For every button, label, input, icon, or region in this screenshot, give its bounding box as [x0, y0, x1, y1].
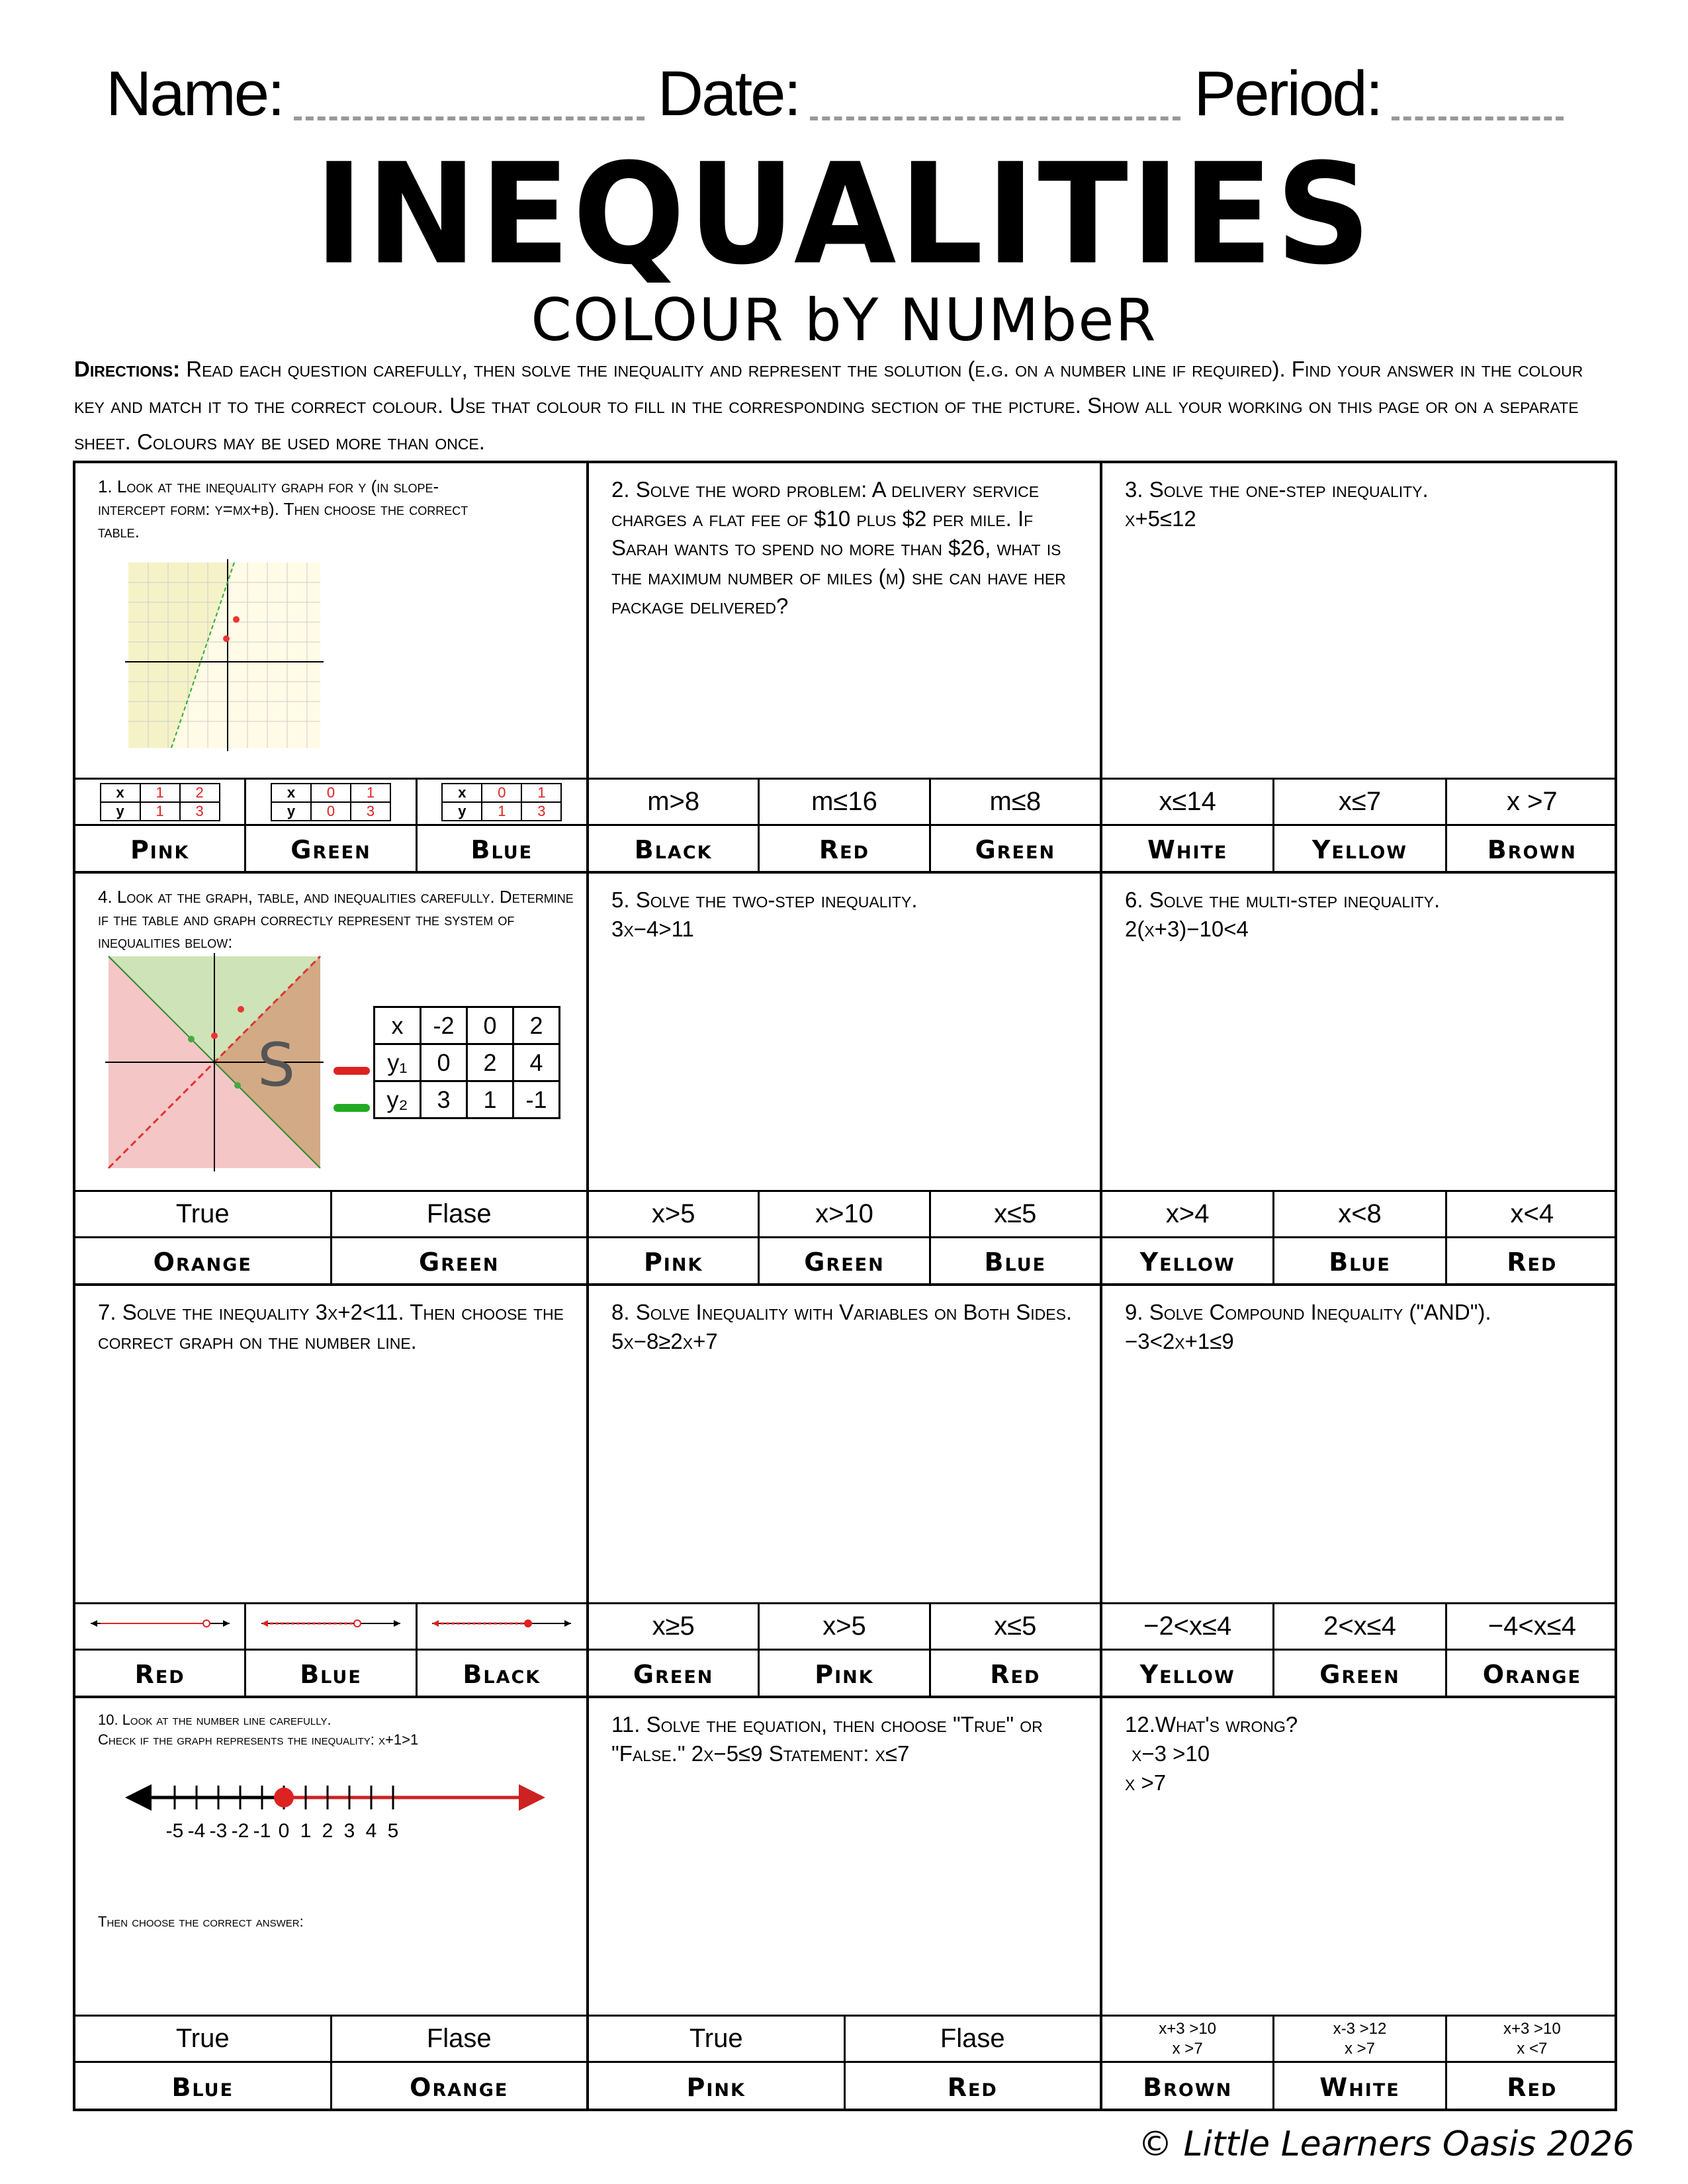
tick-label: -4 — [187, 1820, 206, 1842]
color-option[interactable]: Orange — [410, 2072, 509, 2102]
color-key-q1 — [75, 824, 586, 874]
color-option[interactable]: Green — [246, 826, 417, 874]
color-option[interactable]: Black — [589, 826, 760, 874]
color-key-q12 — [1102, 2061, 1617, 2111]
answer-option[interactable]: −2<x≤4 — [1102, 1604, 1274, 1649]
region-label-s: S — [257, 1030, 296, 1100]
tick-label: -5 — [165, 1820, 184, 1842]
color-option[interactable]: Yellow — [1102, 1651, 1274, 1698]
answer-option[interactable]: x<4 — [1510, 1199, 1554, 1228]
date-field[interactable] — [810, 116, 1180, 120]
color-option[interactable]: Pink — [75, 826, 246, 874]
answer-options-q5 — [589, 1190, 1100, 1236]
question-11 — [589, 1698, 1102, 2111]
color-key-q3 — [1102, 824, 1617, 874]
color-option[interactable]: Red — [760, 826, 930, 874]
color-key-q10 — [75, 2061, 586, 2111]
legend-red-line — [333, 1067, 370, 1075]
color-option[interactable]: Green — [419, 1248, 500, 1277]
date-label: Date: — [657, 58, 800, 129]
color-option[interactable]: White — [1102, 826, 1274, 874]
color-option[interactable]: Blue — [1274, 1238, 1446, 1286]
answer-option[interactable]: True — [75, 1192, 332, 1236]
answer-options-q10 — [75, 2015, 586, 2061]
answer-options-q12 — [1102, 2015, 1617, 2061]
number-line-icon — [258, 1614, 404, 1640]
tick-label: 4 — [365, 1820, 377, 1842]
number-line-icon — [87, 1614, 233, 1640]
number-line-option-2[interactable] — [246, 1604, 417, 1649]
color-option[interactable]: Blue — [246, 1651, 417, 1698]
tick-label: 1 — [300, 1820, 312, 1842]
color-option[interactable]: Red — [1507, 1248, 1558, 1277]
student-info-header — [106, 53, 1609, 129]
answer-option[interactable]: True — [589, 2017, 846, 2061]
page-title: INEQUALITIES — [314, 134, 1374, 296]
color-key-q9 — [1102, 1649, 1617, 1698]
answer-option[interactable]: x≥5 — [589, 1604, 760, 1649]
answer-option[interactable]: True — [75, 2017, 332, 2061]
color-option[interactable]: Brown — [1487, 835, 1577, 864]
color-key-q8 — [589, 1649, 1100, 1698]
question-9-text: 9. Solve Compound Inequality ("AND"). −3<2x+1≤9 — [1125, 1300, 1491, 1353]
copyright-footer: © Little Learners Oasis 2026 — [1138, 2124, 1635, 2164]
answer-options-q2 — [589, 778, 1100, 824]
answer-option[interactable]: x<8 — [1274, 1192, 1446, 1236]
values-table-q4: x -2 0 2 y₁ 0 2 4 y₂ 3 1 -1 — [373, 1006, 560, 1119]
color-option[interactable]: Pink — [589, 1238, 760, 1286]
color-option[interactable]: Blue — [75, 2063, 332, 2111]
legend-green-line — [333, 1104, 370, 1112]
answer-option[interactable]: x>5 — [760, 1604, 930, 1649]
answer-option[interactable]: x+3 >10 x >7 — [1102, 2017, 1274, 2061]
answer-option[interactable]: x-3 >12 x >7 — [1274, 2017, 1446, 2061]
color-option[interactable]: Pink — [589, 2063, 846, 2111]
question-8 — [589, 1286, 1102, 1698]
color-option[interactable]: Red — [990, 1660, 1041, 1689]
number-line-icon — [429, 1614, 574, 1640]
color-option[interactable]: Red — [947, 2072, 998, 2102]
name-label: Name: — [106, 58, 283, 129]
table-option-3[interactable]: x 0 1 y 1 3 — [418, 780, 586, 824]
number-line-options-q7 — [75, 1602, 586, 1649]
answer-option[interactable]: Flase — [426, 1199, 492, 1228]
name-field[interactable] — [294, 116, 644, 120]
table-option-2[interactable]: x 0 1 y 0 3 — [246, 780, 417, 824]
answer-options-q9 — [1102, 1602, 1617, 1649]
answer-option[interactable]: x≤5 — [994, 1612, 1037, 1641]
tick-label: 5 — [387, 1820, 399, 1842]
color-key-q6 — [1102, 1236, 1617, 1286]
question-1 — [75, 463, 589, 874]
answer-option[interactable]: x>10 — [760, 1192, 930, 1236]
question-10 — [75, 1698, 589, 2111]
answer-option[interactable]: Flase — [426, 2024, 492, 2053]
answer-option[interactable]: x≤7 — [1274, 780, 1446, 824]
color-option[interactable]: Green — [760, 1238, 930, 1286]
answer-options-q11 — [589, 2015, 1100, 2061]
question-10-instruction: Then choose the correct answer: — [98, 1913, 304, 1930]
question-2 — [589, 463, 1102, 874]
tick-label: -1 — [253, 1820, 271, 1842]
color-key-q11 — [589, 2061, 1100, 2111]
directions-label: Directions: — [74, 357, 181, 381]
worksheet-grid — [73, 461, 1617, 2111]
color-option[interactable]: Blue — [470, 835, 533, 864]
table-options-q1 — [75, 778, 586, 824]
inequality-graph-q1 — [122, 556, 333, 754]
color-option[interactable]: Black — [463, 1660, 541, 1689]
color-option[interactable]: Yellow — [1102, 1238, 1274, 1286]
answer-option[interactable]: m≤8 — [989, 787, 1042, 816]
directions — [74, 351, 1616, 460]
answer-options-q6 — [1102, 1190, 1617, 1236]
tick-label: 0 — [278, 1820, 290, 1842]
color-option[interactable]: Blue — [984, 1248, 1047, 1277]
color-option[interactable]: White — [1274, 2063, 1446, 2111]
question-2-text: 2. Solve the word problem: A delivery service charges a flat fee of $10 plus $2 per mile. If Sarah wants to spend no more than $26, what is the maximum number of miles (m) she can have her package delivered? — [611, 477, 1066, 618]
tick-label: -3 — [209, 1820, 228, 1842]
question-4 — [75, 874, 589, 1286]
question-6 — [1102, 874, 1617, 1286]
question-12 — [1102, 1698, 1617, 2111]
color-option[interactable]: Yellow — [1274, 826, 1446, 874]
period-field[interactable] — [1392, 116, 1564, 120]
color-option[interactable]: Red — [75, 1651, 246, 1698]
color-key-q4 — [75, 1236, 586, 1286]
color-option[interactable]: Orange — [1482, 1660, 1581, 1689]
color-option[interactable]: Green — [975, 835, 1056, 864]
question-7 — [75, 1286, 589, 1698]
page-subtitle: COLOUR bY NUMbeR — [531, 286, 1157, 354]
color-option[interactable]: Red — [1507, 2072, 1558, 2102]
question-5 — [589, 874, 1102, 1286]
system-graph-q4 — [105, 953, 324, 1171]
answer-options-q4 — [75, 1190, 586, 1236]
answer-option[interactable]: 2<x≤4 — [1274, 1604, 1446, 1649]
answer-option[interactable]: x >7 — [1506, 787, 1558, 816]
table-option-1[interactable]: x 1 2 y 1 3 — [75, 780, 246, 824]
color-option[interactable]: Green — [1274, 1651, 1446, 1698]
tick-label: 2 — [322, 1820, 333, 1842]
period-label: Period: — [1194, 58, 1382, 129]
question-11-text: 11. Solve the equation, then choose "True" or "False." 2x−5≤9 Statement: x≤7 — [611, 1712, 1043, 1766]
answer-option[interactable]: Flase — [940, 2024, 1005, 2053]
question-10-text: 10. Look at the number line carefully. Check if the graph represents the inequality: x+1>1 — [98, 1711, 419, 1748]
question-3 — [1102, 463, 1617, 874]
color-key-q2 — [589, 824, 1100, 874]
question-8-text: 8. Solve Inequality with Variables on Both Sides. 5x−8≥2x+7 — [611, 1300, 1073, 1353]
question-1-text: 1. Look at the inequality graph for y (in slope-intercept form: y=mx+b). Then choose the correct table. — [98, 477, 468, 541]
question-9 — [1102, 1286, 1617, 1698]
tick-label: 3 — [343, 1820, 355, 1842]
answer-option[interactable]: x≤5 — [994, 1199, 1037, 1228]
question-3-text: 3. Solve the one-step inequality. x+5≤12 — [1125, 477, 1429, 531]
question-7-text: 7. Solve the inequality 3x+2<11. Then choose the correct graph on the number line. — [98, 1300, 564, 1353]
answer-options-q3 — [1102, 778, 1617, 824]
color-option[interactable]: Brown — [1102, 2063, 1274, 2111]
answer-option[interactable]: x+3 >10 x <7 — [1503, 2019, 1561, 2058]
number-line-option-1[interactable] — [75, 1604, 246, 1649]
color-key-q7 — [75, 1649, 586, 1698]
color-option[interactable]: Orange — [75, 1238, 332, 1286]
color-key-q5 — [589, 1236, 1100, 1286]
number-line-option-3[interactable] — [418, 1604, 586, 1649]
color-option[interactable]: Pink — [760, 1651, 930, 1698]
color-option[interactable]: Green — [589, 1651, 760, 1698]
answer-option[interactable]: x>5 — [589, 1192, 760, 1236]
answer-option[interactable]: x≤14 — [1102, 780, 1274, 824]
tick-label: -2 — [231, 1820, 249, 1842]
question-12-text: 12.What's wrong? x−3 >10 x >7 — [1125, 1712, 1298, 1795]
answer-option[interactable]: m>8 — [589, 780, 760, 824]
answer-option[interactable]: −4<x≤4 — [1488, 1612, 1576, 1641]
question-4-text: 4. Look at the graph, table, and inequalities carefully. Determine if the table and graph correctly represent the system of inequalities below: — [98, 887, 574, 952]
answer-option[interactable]: m≤16 — [760, 780, 930, 824]
question-5-text: 5. Solve the two-step inequality. 3x−4>11 — [611, 887, 918, 941]
answer-options-q8 — [589, 1602, 1100, 1649]
directions-text: Read each question carefully, then solve the inequality and represent the solution (e.g. on a number line if required). Find your answer in the colour key and match it to the correct colour. Use that colour to fill in the corresponding section of the picture. Show all your working on this page or on a separate sheet. Colours may be used more than once. — [74, 357, 1583, 454]
number-line-q10 — [122, 1771, 552, 1844]
question-6-text: 6. Solve the multi-step inequality. 2(x+3)−10<4 — [1125, 887, 1441, 941]
answer-option[interactable]: x>4 — [1102, 1192, 1274, 1236]
